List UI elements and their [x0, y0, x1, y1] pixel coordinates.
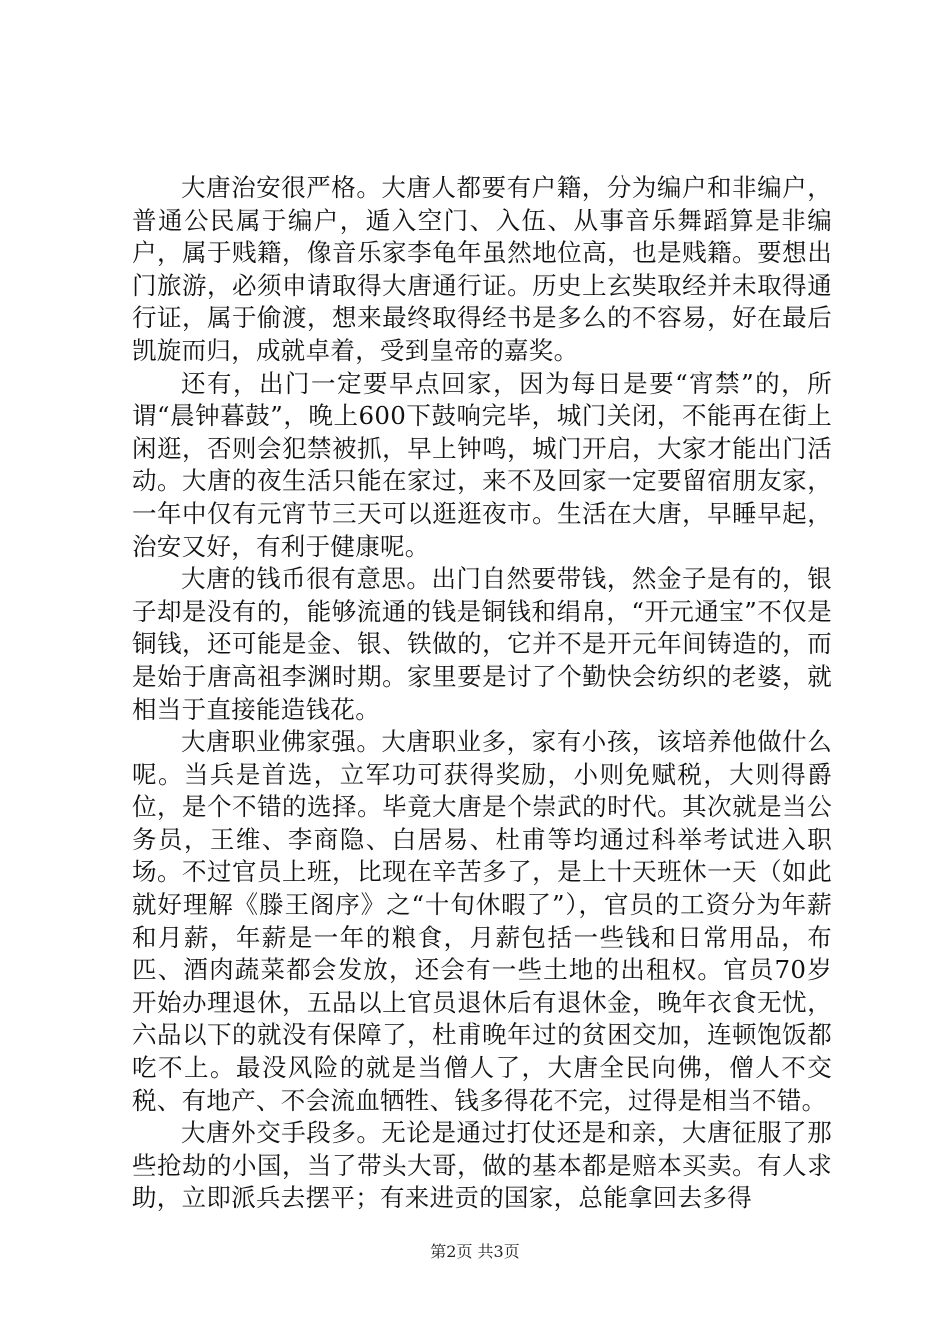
paragraph-diplomacy: 大唐外交手段多。无论是通过打仗还是和亲，大唐征服了那些抢劫的小国，当了带头大哥，做的基本都是赔本买卖。有人求助，立即派兵去摆平；有来进贡的国家，总能拿回去多得 — [132, 1118, 832, 1213]
page-number-footer: 第2页 共3页 — [430, 1242, 520, 1261]
paragraph-curfew: 还有，出门一定要早点回家，因为每日是要“宵禁”的，所谓“晨钟暮鼓”，晚上600下鼓响完毕，城门关闭，不能再在街上闲逛，否则会犯禁被抓，早上钟鸣，城门开启，大家才能出门活动。大唐的夜生活只能在家过，来不及回家一定要留宿朋友家，一年中仅有元宵节三天可以逛逛夜市。生活在大唐，早睡早起，治安又好，有利于健康呢。 — [132, 368, 832, 561]
paragraph-security: 大唐治安很严格。大唐人都要有户籍，分为编户和非编户，普通公民属于编户，遁入空门、入伍、从事音乐舞蹈算是非编户，属于贱籍，像音乐家李龟年虽然地位高，也是贱籍。要想出门旅游，必须申请取得大唐通行证。历史上玄奘取经并未取得通行证，属于偷渡，想来最终取得经书是多么的不容易，好在最后凯旋而归，成就卓着，受到皇帝的嘉奖。 — [132, 173, 832, 365]
paragraph-careers: 大唐职业佛家强。大唐职业多，家有小孩，该培养他做什么呢。当兵是首选，立军功可获得奖励，小则免赋税，大则得爵位，是个不错的选择。毕竟大唐是个崇武的时代。其次就是当公务员，王维、李商隐、白居易、杜甫等均通过科举考试进入职场。不过官员上班，比现在辛苦多了，是上十天班休一天（如此就好理解《滕王阁序》之“十旬休暇了”），官员的工资分为年薪和月薪，年薪是一年的粮食，月薪包括一些钱和日常用品，布匹、酒肉蔬菜都会发放，还会有一些土地的出租权。官员70岁开始办理退休，五品以上官员退休后有退休金，晚年衣食无忧，六品以下的就没有保障了，杜甫晚年过的贫困交加，连顿饱饭都吃不上。最没风险的就是当僧人了，大唐全民向佛，僧人不交税、有地产、不会流血牺牲、钱多得花不完，过得是相当不错。 — [132, 727, 832, 1115]
paragraph-currency: 大唐的钱币很有意思。出门自然要带钱，然金子是有的，银子却是没有的，能够流通的钱是铜钱和绢帛，“开元通宝”不仅是铜钱，还可能是金、银、铁做的，它并不是开元年间铸造的，而是始于唐高祖李渊时期。家里要是讨了个勤快会纺织的老婆，就相当于直接能造钱花。 — [132, 564, 832, 724]
document-body — [132, 172, 832, 1215]
